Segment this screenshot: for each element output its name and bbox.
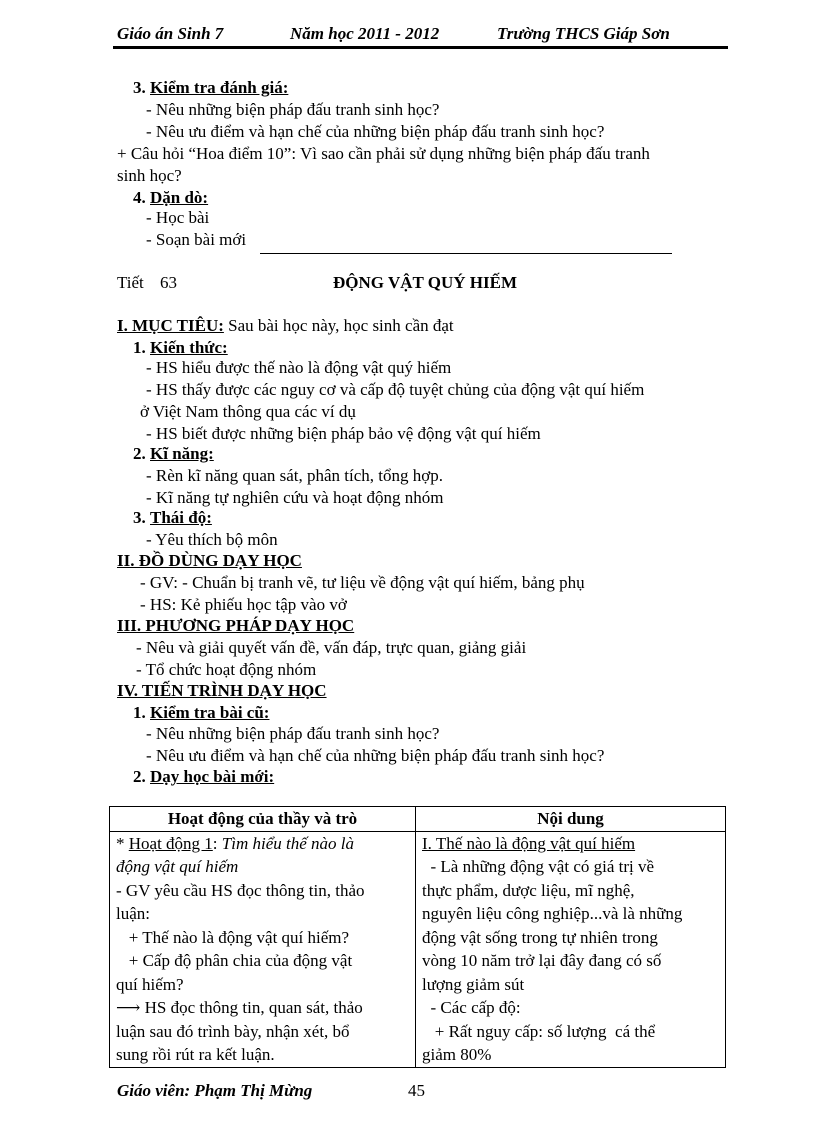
s3-heading: 3. Kiểm tra đánh giá:	[133, 78, 289, 97]
table-header-row	[110, 807, 726, 832]
footer-teacher: Giáo viên: Phạm Thị Mừng	[117, 1081, 313, 1100]
cell-line: + Thế nào là động vật quí hiếm?	[116, 927, 350, 947]
cell-line: nguyên liệu công nghiệp...và là những	[422, 904, 683, 923]
page-number: 45	[408, 1081, 425, 1100]
list-item: - Nêu và giải quyết vấn đề, vấn đáp, trực quan, giảng giải	[136, 638, 527, 657]
cell-line: vòng 10 năm trở lại đây đang có số	[422, 951, 662, 970]
header-subject: Giáo án Sinh 7	[117, 24, 224, 43]
cell-line: + Rất nguy cấp: số lượng cá thể	[422, 1021, 656, 1041]
list-item: ở Việt Nam thông qua các ví dụ	[140, 402, 356, 421]
list-item: - Nêu ưu điểm và hạn chế của những biện pháp đấu tranh sinh học?	[146, 122, 605, 141]
materials-heading: II. ĐỒ DÙNG DẠY HỌC	[117, 551, 302, 570]
tiet-number: 63	[160, 273, 177, 292]
col-header-activity: Hoạt động của thầy và trò	[110, 807, 416, 832]
header-school-year: Năm học 2011 - 2012	[290, 24, 440, 43]
activity-table	[109, 806, 726, 1068]
header-rule	[113, 46, 728, 49]
cell-line: sung rồi rút ra kết luận.	[116, 1045, 275, 1064]
check-heading: 1. Kiểm tra bài cũ:	[133, 703, 270, 722]
new-lesson-heading: 2. Dạy học bài mới:	[133, 767, 275, 786]
cell-line: động vật sống trong tự nhiên trong	[422, 927, 658, 947]
list-item: - HS: Kẻ phiếu học tập vào vở	[140, 595, 347, 614]
list-item: - Nêu ưu điểm và hạn chế của những biện pháp đấu tranh sinh học?	[146, 746, 605, 765]
col-header-content: Nội dung	[416, 807, 726, 832]
bonus-question-line: + Câu hỏi “Hoa điểm 10”: Vì sao cần phải sử dụng những biện pháp đấu tranh	[117, 144, 650, 163]
cell-line: - GV yêu cầu HS đọc thông tin, thảo	[116, 880, 365, 900]
knowledge-heading: 1. Kiến thức:	[133, 338, 228, 357]
activity-cell	[110, 831, 416, 1067]
content-cell	[416, 831, 726, 1067]
list-item: - HS thấy được các nguy cơ và cấp độ tuyệt chủng của động vật quí hiếm	[146, 380, 645, 399]
list-item: - Nêu những biện pháp đấu tranh sinh học?	[146, 100, 440, 119]
activity-title: * Hoạt động 1: Tìm hiểu thế nào là	[116, 833, 354, 853]
tiet-label: Tiết	[117, 273, 144, 292]
bonus-question-line: sinh học?	[117, 166, 182, 185]
cell-line: quí hiếm?	[116, 974, 184, 994]
content-section-title: I. Thế nào là động vật quí hiếm	[422, 833, 636, 853]
cell-line: luận sau đó trình bày, nhận xét, bổ	[116, 1021, 350, 1041]
cell-line: - Các cấp độ:	[422, 998, 521, 1017]
objectives-heading: I. MỤC TIÊU: Sau bài học này, học sinh cần đạt	[117, 316, 454, 335]
cell-line: thực phẩm, dược liệu, mĩ nghệ,	[422, 880, 635, 900]
cell-line: lượng giảm sút	[422, 974, 525, 994]
list-item: - GV: - Chuẩn bị tranh vẽ, tư liệu về động vật quí hiếm, bảng phụ	[140, 573, 585, 592]
header-school: Trường THCS Giáp Sơn	[497, 24, 670, 43]
list-item: - Rèn kĩ năng quan sát, phân tích, tổng hợp.	[146, 466, 443, 485]
arrow-icon: ⟶	[116, 998, 141, 1017]
s4-heading: 4. Dặn dò:	[133, 188, 209, 207]
cell-line: ⟶ HS đọc thông tin, quan sát, thảo	[116, 998, 363, 1017]
section-divider	[260, 253, 672, 254]
activity-desc: động vật quí hiếm	[116, 857, 239, 876]
list-item: - Nêu những biện pháp đấu tranh sinh học?	[146, 724, 440, 743]
list-item: - Tổ chức hoạt động nhóm	[136, 660, 317, 679]
cell-line: - Là những động vật có giá trị về	[422, 857, 655, 876]
cell-line: luận:	[116, 904, 150, 923]
table-row	[110, 831, 726, 1067]
skills-heading: 2. Kĩ năng:	[133, 444, 214, 463]
cell-line: giảm 80%	[422, 1045, 492, 1064]
list-item: - Yêu thích bộ môn	[146, 530, 278, 549]
list-item: - Học bài	[146, 208, 210, 227]
lesson-title: ĐỘNG VẬT QUÝ HIẾM	[333, 273, 518, 292]
attitude-heading: 3. Thái độ:	[133, 508, 212, 527]
list-item: - Soạn bài mới	[146, 230, 247, 249]
list-item: - HS biết được những biện pháp bảo vệ động vật quí hiếm	[146, 424, 541, 443]
list-item: - Kĩ năng tự nghiên cứu và hoạt động nhóm	[146, 488, 444, 507]
cell-line: + Cấp độ phân chia của động vật	[116, 951, 353, 970]
list-item: - HS hiểu được thế nào là động vật quý hiếm	[146, 358, 452, 377]
methods-heading: III. PHƯƠNG PHÁP DẠY HỌC	[117, 616, 355, 635]
process-heading: IV. TIẾN TRÌNH DẠY HỌC	[117, 681, 327, 700]
